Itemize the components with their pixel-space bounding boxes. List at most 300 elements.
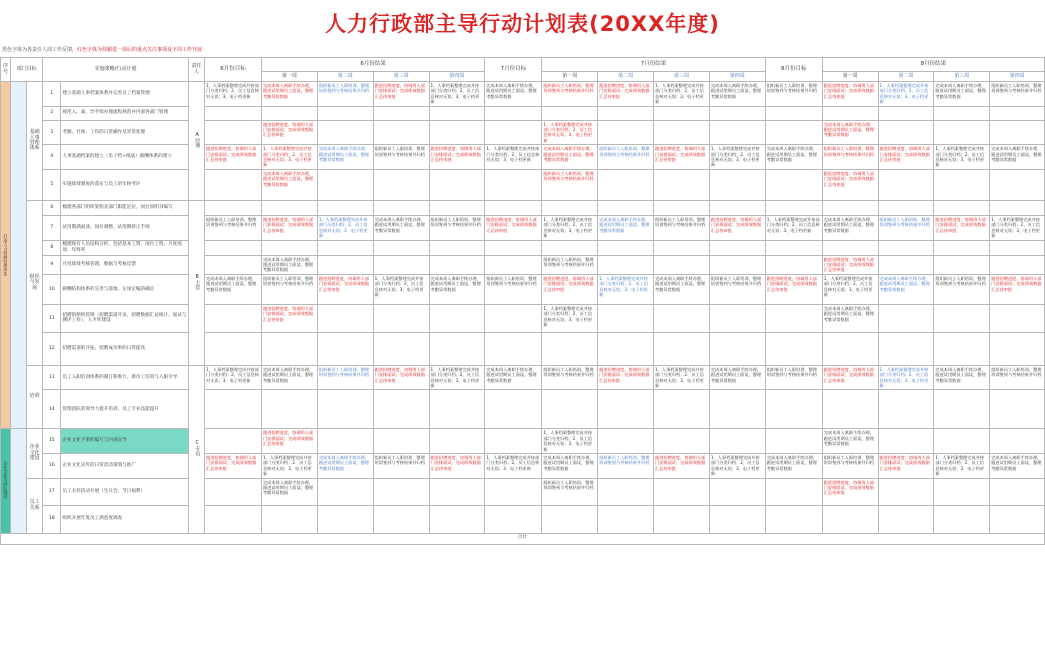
row-index: 2: [43, 106, 61, 120]
plan-cell: [429, 240, 485, 255]
plan-cell: [765, 200, 822, 215]
plan-cell: [990, 200, 1045, 215]
plan-cell: [654, 255, 710, 274]
plan-cell: 完成本周入离职手续办理，跟进试用期员工面谈，整理考勤异常数据: [990, 145, 1045, 170]
week-header: 第三周: [373, 72, 429, 82]
hdr-plan: 实施策略/行动计划: [43, 58, 189, 82]
row-index: 8: [43, 240, 61, 255]
plan-cell: 跟进招聘进度，协调用人部门安排面试；完成绩效数据汇总待审批: [261, 429, 317, 454]
action-item: 组织开展年度员工满意度调查: [61, 505, 189, 533]
plan-cell: 完成本周入离职手续办理，跟进试用期员工面谈，整理考勤异常数据: [822, 215, 878, 240]
owner-name: A经理: [194, 131, 201, 148]
plan-cell: [485, 200, 542, 215]
plan-cell: 1、人事档案整理完成并按部门分类归档；2、员工信息核对无误；3、电子档更新: [542, 429, 598, 454]
plan-cell: 跟进招聘进度，协调用人部门安排面试；完成绩效数据汇总待审批: [878, 453, 934, 478]
table-row: [1, 429, 1045, 454]
plan-cell: 组织新员工入职培训，整理培训签到与考核结果并归档: [542, 365, 598, 390]
table-row: [1, 365, 1045, 390]
plan-cell: 1、人事档案整理完成并按部门分类归档；2、员工信息核对无误；3、电子档更新: [654, 365, 710, 390]
plan-cell: [542, 200, 598, 215]
plan-cell: [429, 255, 485, 274]
plan-cell: 1、人事档案整理完成并按部门分类归档；2、员工信息核对无误；3、电子档更新: [822, 274, 878, 304]
plan-cell: 组织新员工入职培训，整理培训签到与考核结果并归档: [429, 215, 485, 240]
plan-cell: 组织新员工入职培训，整理培训签到与考核结果并归档: [822, 145, 878, 170]
seq-block-hr: [1, 82, 11, 429]
plan-cell: [317, 255, 373, 274]
action-item: 试用期满面谈、岗位调整、试用期转正手续: [61, 215, 189, 240]
row-index: 11: [43, 304, 61, 332]
plan-cell: 组织新员工入职培训，整理培训签到与考核结果并归档: [542, 169, 598, 200]
plan-cell: [765, 332, 822, 365]
plan-cell: [878, 304, 934, 332]
plan-cell: [485, 106, 542, 120]
plan-cell: [765, 106, 822, 120]
plan-cell: 完成本周入离职手续办理，跟进试用期员工面谈，整理考勤异常数据: [822, 304, 878, 332]
row-index: 14: [43, 390, 61, 429]
table-row: [1, 390, 1045, 429]
table-row: [1, 453, 1045, 478]
plan-cell: [934, 200, 990, 215]
plan-cell: [934, 240, 990, 255]
page-title: 人力行政部主导行动计划表(20XX年度): [325, 12, 720, 36]
plan-cell: [654, 169, 710, 200]
plan-cell: 完成本周入离职手续办理，跟进试用期员工面谈，整理考勤异常数据: [822, 429, 878, 454]
action-item: 招聘的组织管理（招聘渠道开发、招聘数据汇总统计、面试与测评工作），人才库建设: [61, 304, 189, 332]
plan-cell: [654, 304, 710, 332]
plan-cell: 完成本周入离职手续办理，跟进试用期员工面谈，整理考勤异常数据: [261, 169, 317, 200]
plan-cell: 完成本周入离职手续办理，跟进试用期员工面谈，整理考勤异常数据: [261, 365, 317, 390]
plan-cell: 组织新员工入职培训，整理培训签到与考核结果并归档: [542, 82, 598, 107]
plan-cell: 组织新员工入职培训，整理培训签到与考核结果并归档: [373, 453, 429, 478]
plan-cell: [934, 106, 990, 120]
plan-cell: [598, 200, 654, 215]
plan-cell: [373, 240, 429, 255]
plan-cell: 完成本周入离职手续办理，跟进试用期员工面谈，整理考勤异常数据: [878, 274, 934, 304]
module-group: 培训: [27, 365, 43, 429]
plan-cell: [709, 120, 765, 145]
plan-cell: [261, 240, 317, 255]
plan-cell: 1、人事档案整理完成并按部门分类归档；2、员工信息核对无误；3、电子档更新: [709, 453, 765, 478]
plan-cell: [709, 240, 765, 255]
plan-cell: [990, 304, 1045, 332]
plan-cell: [990, 478, 1045, 505]
plan-cell: 组织新员工入职培训，整理培训签到与考核结果并归档: [709, 274, 765, 304]
plan-cell: [317, 304, 373, 332]
plan-cell: [485, 304, 542, 332]
plan-cell: [654, 478, 710, 505]
row-index: 17: [43, 478, 61, 505]
plan-cell: [373, 478, 429, 505]
plan-cell: 跟进招聘进度，协调用人部门安排面试；完成绩效数据汇总待审批: [822, 478, 878, 505]
plan-cell: 跟进招聘进度，协调用人部门安排面试；完成绩效数据汇总待审批: [261, 215, 317, 240]
table-row: [1, 240, 1045, 255]
plan-cell: [485, 240, 542, 255]
plan-cell: [990, 429, 1045, 454]
plan-cell: [373, 304, 429, 332]
week-header: 第一周: [822, 72, 878, 82]
plan-cell: 1、人事档案整理完成并按部门分类归档；2、员工信息核对无误；3、电子档更新: [878, 82, 934, 107]
plan-cell: [934, 120, 990, 145]
plan-cell: [654, 332, 710, 365]
plan-cell: [429, 169, 485, 200]
plan-cell: [822, 390, 878, 429]
plan-cell: [598, 478, 654, 505]
plan-cell: [934, 255, 990, 274]
plan-cell: [765, 390, 822, 429]
plan-cell: [429, 120, 485, 145]
plan-cell: 完成本周入离职手续办理，跟进试用期员工面谈，整理考勤异常数据: [485, 82, 542, 107]
table-row: [1, 304, 1045, 332]
hdr-owner: 责任人: [189, 58, 205, 82]
table-row: [1, 478, 1045, 505]
action-item: 薪酬结构体系的完善与落地、定岗定编的确定: [61, 274, 189, 304]
action-item: 员工入职培训体系的制订和推行，新员工培训与入职引导: [61, 365, 189, 390]
plan-cell: 完成本周入离职手续办理，跟进试用期员工面谈，整理考勤异常数据: [709, 82, 765, 107]
plan-cell: [709, 304, 765, 332]
plan-cell: [822, 332, 878, 365]
plan-cell: 组织新员工入职培训，整理培训签到与考核结果并归档: [317, 82, 373, 107]
plan-cell: [598, 304, 654, 332]
plan-cell: 组织新员工入职培训，整理培训签到与考核结果并归档: [990, 82, 1045, 107]
plan-cell: 完成本周入离职手续办理，跟进试用期员工面谈，整理考勤异常数据: [765, 453, 822, 478]
action-item: 梳理各部门组织架构及部门职能定位，岗位说明书编写: [61, 200, 189, 215]
plan-cell: [878, 200, 934, 215]
plan-cell: [934, 429, 990, 454]
plan-cell: 完成本周入离职手续办理，跟进试用期员工面谈，整理考勤异常数据: [261, 478, 317, 505]
plan-cell: [542, 106, 598, 120]
plan-cell: 1、人事档案整理完成并按部门分类归档；2、员工信息核对无误；3、电子档更新: [934, 453, 990, 478]
seq-label: 打造人力资源管理体系: [3, 233, 9, 276]
plan-cell: [542, 505, 598, 533]
plan-cell: [934, 505, 990, 533]
plan-cell: [542, 332, 598, 365]
hdr-m7-target: 7月份目标: [485, 58, 542, 82]
plan-cell: [429, 106, 485, 120]
module-outer-culture: [11, 429, 27, 533]
plan-cell: [429, 200, 485, 215]
plan-cell: [485, 332, 542, 365]
plan-cell: [765, 478, 822, 505]
plan-cell: 完成本周入离职手续办理，跟进试用期员工面谈，整理考勤异常数据: [654, 274, 710, 304]
plan-cell: [317, 106, 373, 120]
plan-cell: [205, 120, 262, 145]
plan-cell: [485, 505, 542, 533]
table-row: [1, 332, 1045, 365]
table-row: [1, 505, 1045, 533]
plan-cell: 完成本周入离职手续办理，跟进试用期员工面谈，整理考勤异常数据: [429, 274, 485, 304]
plan-cell: [822, 200, 878, 215]
row-index: 6: [43, 200, 61, 215]
owner-cell: [189, 82, 205, 201]
plan-cell: [429, 429, 485, 454]
table-row: [1, 120, 1045, 145]
plan-cell: 跟进招聘进度，协调用人部门安排面试；完成绩效数据汇总待审批: [654, 453, 710, 478]
plan-cell: [765, 304, 822, 332]
plan-cell: [878, 120, 934, 145]
plan-cell: [429, 478, 485, 505]
week-header: 第二周: [317, 72, 373, 82]
plan-cell: [598, 332, 654, 365]
plan-cell: 跟进招聘进度，协调用人部门安排面试；完成绩效数据汇总待审批: [261, 120, 317, 145]
plan-cell: [709, 390, 765, 429]
plan-cell: [934, 332, 990, 365]
plan-cell: 1、人事档案整理完成并按部门分类归档；2、员工信息核对无误；3、电子档更新: [709, 145, 765, 170]
table-row: [1, 274, 1045, 304]
row-index: 10: [43, 274, 61, 304]
plan-cell: 1、人事档案整理完成并按部门分类归档；2、员工信息核对无误；3、电子档更新: [317, 215, 373, 240]
plan-cell: [261, 332, 317, 365]
plan-cell: [765, 429, 822, 454]
plan-cell: [205, 240, 262, 255]
plan-cell: [878, 332, 934, 365]
plan-cell: [709, 106, 765, 120]
hdr-m8-result: 8月份结果: [822, 58, 1044, 72]
plan-cell: [990, 106, 1045, 120]
plan-cell: [317, 332, 373, 365]
plan-cell: [822, 505, 878, 533]
plan-cell: [709, 200, 765, 215]
hdr-seq: 序号: [1, 58, 11, 82]
plan-cell: [485, 169, 542, 200]
plan-cell: [990, 332, 1045, 365]
plan-cell: [765, 169, 822, 200]
plan-cell: [822, 240, 878, 255]
plan-cell: 组织新员工入职培训，整理培训签到与考核结果并归档: [542, 255, 598, 274]
plan-cell: [990, 505, 1045, 533]
plan-cell: 完成本周入离职手续办理，跟进试用期员工面谈，整理考勤异常数据: [709, 365, 765, 390]
plan-cell: [373, 169, 429, 200]
owner-cell: [189, 365, 205, 533]
plan-cell: [934, 390, 990, 429]
plan-cell: 完成本周入离职手续办理，跟进试用期员工面谈，整理考勤异常数据: [990, 453, 1045, 478]
plan-cell: 组织新员工入职培训，整理培训签到与考核结果并归档: [598, 453, 654, 478]
plan-cell: 1、人事档案整理完成并按部门分类归档；2、员工信息核对无误；3、电子档更新: [429, 82, 485, 107]
plan-cell: 完成本周入离职手续办理，跟进试用期员工面谈，整理考勤异常数据: [542, 453, 598, 478]
hdr-m6-target: 6月份目标: [205, 58, 262, 82]
plan-cell: 跟进招聘进度，协调用人部门安排面试；完成绩效数据汇总待审批: [822, 169, 878, 200]
plan-cell: 组织新员工入职培训，整理培训签到与考核结果并归档: [598, 145, 654, 170]
hdr-m8-target: 8月份目标: [765, 58, 822, 82]
plan-cell: [261, 200, 317, 215]
week-header: 第四周: [709, 72, 765, 82]
plan-cell: [654, 200, 710, 215]
plan-cell: [373, 429, 429, 454]
plan-cell: 1、人事档案整理完成并按部门分类归档；2、员工信息核对无误；3、电子档更新: [654, 82, 710, 107]
plan-cell: 组织新员工入职培训，整理培训签到与考核结果并归档: [934, 274, 990, 304]
plan-cell: [598, 255, 654, 274]
plan-cell: [429, 505, 485, 533]
plan-cell: 1、人事档案整理完成并按部门分类归档；2、员工信息核对无误；3、电子档更新: [765, 215, 822, 240]
plan-cell: 完成本周入离职手续办理，跟进试用期员工面谈，整理考勤异常数据: [542, 145, 598, 170]
plan-cell: [542, 240, 598, 255]
row-index: 16: [43, 453, 61, 478]
plan-cell: [205, 332, 262, 365]
plan-cell: 1、人事档案整理完成并按部门分类归档；2、员工信息核对无误；3、电子档更新: [990, 215, 1045, 240]
action-item: 月度绩效考核管理、数据与考核反馈: [61, 255, 189, 274]
week-header: 第二周: [878, 72, 934, 82]
plan-cell: 组织新员工入职培训，整理培训签到与考核结果并归档: [765, 82, 822, 107]
plan-cell: [765, 505, 822, 533]
note-black: 黑色字体为各责任人周工作反馈，: [2, 47, 78, 53]
plan-table: [0, 57, 1045, 545]
plan-cell: [542, 390, 598, 429]
plan-cell: 组织新员工入职培训，整理培训签到与考核结果并归档: [485, 274, 542, 304]
action-item: 实施绩效制度的落实与员工的年终考评: [61, 169, 189, 200]
plan-cell: [205, 390, 262, 429]
plan-cell: 跟进招聘进度，协调用人部门安排面试；完成绩效数据汇总待审批: [429, 145, 485, 170]
plan-cell: [878, 106, 934, 120]
plan-cell: [205, 169, 262, 200]
hdr-m7-result: 7月份结果: [542, 58, 765, 72]
plan-cell: [598, 390, 654, 429]
table-row: [1, 82, 1045, 107]
row-index: 9: [43, 255, 61, 274]
plan-cell: 完成本周入离职手续办理，跟进试用期员工面谈，整理考勤异常数据: [205, 274, 262, 304]
plan-cell: [317, 429, 373, 454]
plan-cell: [261, 390, 317, 429]
plan-cell: [709, 255, 765, 274]
action-item: 考勤、社保、工伤的日常操作及异常处理: [61, 120, 189, 145]
plan-cell: [261, 106, 317, 120]
action-item: 梳理现有人员结构分析，包括基本工资、岗位工资、月度绩效、年终奖: [61, 240, 189, 255]
plan-cell: [990, 255, 1045, 274]
row-index: 7: [43, 215, 61, 240]
plan-cell: [485, 478, 542, 505]
action-item: 规范入、离、异手续办理流程规范并内部各部门管理: [61, 106, 189, 120]
row-index: 1: [43, 82, 61, 107]
plan-cell: [990, 120, 1045, 145]
plan-cell: 跟进招聘进度，协调用人部门安排面试；完成绩效数据汇总待审批: [822, 365, 878, 390]
plan-cell: 完成本周入离职手续办理，跟进试用期员工面谈，整理考勤异常数据: [598, 215, 654, 240]
week-header: 第四周: [990, 72, 1045, 82]
plan-cell: 跟进招聘进度，协调用人部门安排面试；完成绩效数据汇总待审批: [373, 365, 429, 390]
row-index: 15: [43, 429, 61, 454]
plan-cell: [205, 304, 262, 332]
row-index: 12: [43, 332, 61, 365]
action-item: 招聘渠道的开拓，招聘成功率的日常提高: [61, 332, 189, 365]
action-item: 企业文化宣传的日常活动策划与推广: [61, 453, 189, 478]
plan-cell: [429, 304, 485, 332]
plan-cell: 1、人事档案整理完成并按部门分类归档；2、员工信息核对无误；3、电子档更新: [261, 145, 317, 170]
plan-cell: 跟进招聘进度，协调用人部门安排面试；完成绩效数据汇总待审批: [317, 274, 373, 304]
plan-cell: [934, 304, 990, 332]
plan-cell: [485, 390, 542, 429]
plan-cell: 跟进招聘进度，协调用人部门安排面试；完成绩效数据汇总待审批: [878, 145, 934, 170]
plan-cell: 组织新员工入职培训，整理培训签到与考核结果并归档: [542, 478, 598, 505]
action-item: 企业文化手册的编写与内部宣导: [61, 429, 189, 454]
week-header: 第一周: [261, 72, 317, 82]
plan-cell: [654, 106, 710, 120]
plan-cell: 1、人事档案整理完成并按部门分类归档；2、员工信息核对无误；3、电子档更新: [373, 274, 429, 304]
plan-cell: 组织新员工入职培训，整理培训签到与考核结果并归档: [990, 365, 1045, 390]
plan-cell: 完成本周入离职手续办理，跟进试用期员工面谈，整理考勤异常数据: [822, 120, 878, 145]
plan-cell: 跟进招聘进度，协调用人部门安排面试；完成绩效数据汇总待审批: [765, 274, 822, 304]
plan-cell: 组织新员工入职培训，整理培训签到与考核结果并归档: [373, 145, 429, 170]
plan-cell: 跟进招聘进度，协调用人部门安排面试；完成绩效数据汇总待审批: [654, 145, 710, 170]
plan-cell: 跟进招聘进度，协调用人部门安排面试；完成绩效数据汇总待审批: [598, 82, 654, 107]
table-row: [1, 215, 1045, 240]
plan-cell: [934, 478, 990, 505]
plan-cell: [709, 429, 765, 454]
plan-cell: [429, 332, 485, 365]
plan-cell: [485, 120, 542, 145]
plan-cell: 1、人事档案整理完成并按部门分类归档；2、员工信息核对无误；3、电子档更新: [205, 365, 262, 390]
module-group: 组织与发展: [27, 200, 43, 365]
plan-cell: 1、人事档案整理完成并按部门分类归档；2、员工信息核对无误；3、电子档更新: [598, 274, 654, 304]
plan-cell: 组织新员工入职培训，整理培训签到与考核结果并归档: [765, 365, 822, 390]
plan-cell: 1、人事档案整理完成并按部门分类归档；2、员工信息核对无误；3、电子档更新: [542, 120, 598, 145]
week-header: 第三周: [934, 72, 990, 82]
plan-cell: [317, 200, 373, 215]
plan-cell: 组织新员工入职培训，整理培训签到与考核结果并归档: [261, 274, 317, 304]
plan-cell: 组织新员工入职培训，整理培训签到与考核结果并归档: [878, 215, 934, 240]
plan-cell: [373, 200, 429, 215]
plan-cell: [598, 169, 654, 200]
plan-cell: 完成本周入离职手续办理，跟进试用期员工面谈，整理考勤异常数据: [317, 453, 373, 478]
plan-cell: [654, 505, 710, 533]
plan-cell: 跟进招聘进度，协调用人部门安排面试；完成绩效数据汇总待审批: [822, 82, 878, 107]
plan-cell: 跟进招聘进度，协调用人部门安排面试；完成绩效数据汇总待审批: [261, 304, 317, 332]
plan-cell: [878, 429, 934, 454]
plan-cell: [878, 169, 934, 200]
plan-cell: 组织新员工入职培训，整理培训签到与考核结果并归档: [654, 215, 710, 240]
plan-cell: [765, 255, 822, 274]
row-index: 5: [43, 169, 61, 200]
plan-cell: [598, 240, 654, 255]
plan-cell: 组织新员工入职培训，整理培训签到与考核结果并归档: [317, 365, 373, 390]
plan-cell: [709, 169, 765, 200]
plan-cell: 跟进招聘进度，协调用人部门安排面试；完成绩效数据汇总待审批: [990, 274, 1045, 304]
plan-cell: 1、人事档案整理完成并按部门分类归档；2、员工信息核对无误；3、电子档更新: [542, 304, 598, 332]
plan-cell: [205, 429, 262, 454]
plan-cell: [709, 478, 765, 505]
plan-cell: 1、人事档案整理完成并按部门分类归档；2、员工信息核对无误；3、电子档更新: [261, 453, 317, 478]
plan-cell: [598, 120, 654, 145]
note-red: 红色字体为待跟进一项后的重点关注事项及下周工作开展: [77, 47, 203, 53]
plan-cell: 跟进招聘进度，协调用人部门安排面试；完成绩效数据汇总待审批: [709, 215, 765, 240]
plan-cell: [317, 390, 373, 429]
plan-cell: [485, 429, 542, 454]
plan-cell: 完成本周入离职手续办理，跟进试用期员工面谈，整理考勤异常数据: [485, 365, 542, 390]
plan-cell: 1、人事档案整理完成并按部门分类归档；2、员工信息核对无误；3、电子档更新: [429, 365, 485, 390]
plan-cell: 完成本周入离职手续办理，跟进试用期员工面谈，整理考勤异常数据: [934, 365, 990, 390]
plan-cell: 组织新员工入职培训，整理培训签到与考核结果并归档: [822, 453, 878, 478]
plan-cell: [709, 505, 765, 533]
module-group: 企业文化建设: [27, 429, 43, 478]
module-group: 员工关系: [27, 478, 43, 533]
plan-cell: [990, 240, 1045, 255]
hdr-m6-result: 6月份结果: [261, 58, 484, 72]
action-item: 管理团队的领导力提升培训，员工专业技能提升: [61, 390, 189, 429]
week-header: 第四周: [429, 72, 485, 82]
owner-cell: [189, 200, 205, 365]
plan-cell: [822, 106, 878, 120]
plan-cell: [765, 120, 822, 145]
table-row: [1, 106, 1045, 120]
plan-cell: [878, 390, 934, 429]
plan-cell: [934, 169, 990, 200]
seq-block-culture: [1, 429, 11, 533]
plan-cell: 跟进招聘进度，协调用人部门安排面试；完成绩效数据汇总待审批: [934, 215, 990, 240]
plan-cell: 1、人事档案整理完成并按部门分类归档；2、员工信息核对无误；3、电子档更新: [485, 453, 542, 478]
plan-cell: [205, 200, 262, 215]
plan-cell: 跟进招聘进度，协调用人部门安排面试；完成绩效数据汇总待审批: [598, 365, 654, 390]
plan-cell: 完成本周入离职手续办理，跟进试用期员工面谈，整理考勤异常数据: [261, 255, 317, 274]
week-header: 第三周: [654, 72, 710, 82]
plan-cell: [654, 390, 710, 429]
plan-cell: [485, 255, 542, 274]
action-item: 建立基础人事档案体系并完善员工档案管理: [61, 82, 189, 107]
